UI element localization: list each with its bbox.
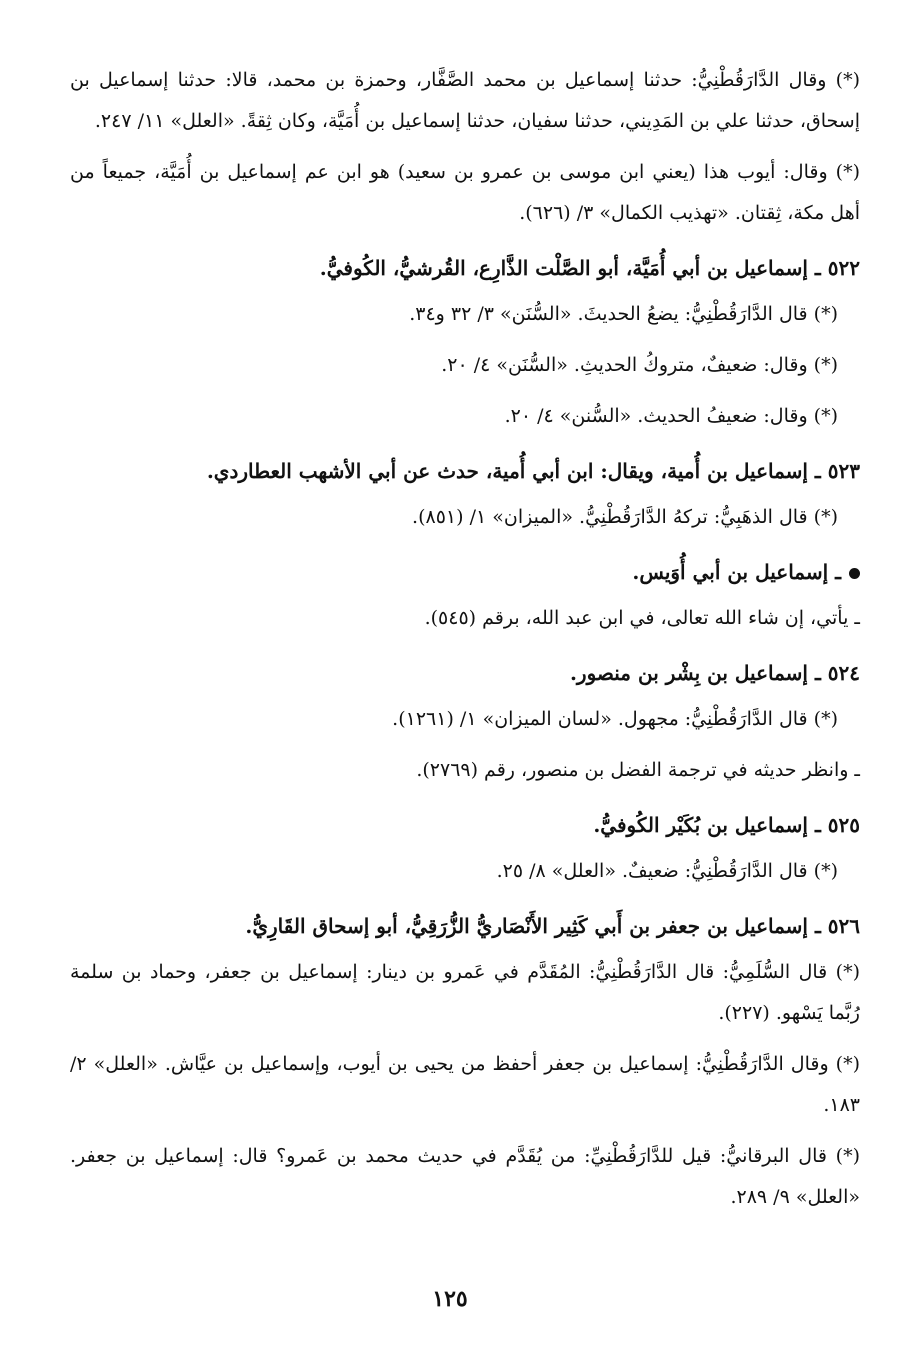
entry-heading: ٥٢٦ ـ إسماعيل بن جعفر بن أَبي كَثِير الأَنْصَاريُّ الزُّرَقِيُّ، أبو إسحاق القَارِيُّ.: [245, 914, 860, 938]
entry-heading-text: ـ إسماعيل بن أبي أُوَيس.: [632, 560, 841, 584]
paragraph: (*) وقال: ضعيفٌ، متروكُ الحديثِ. «السُّنَن» ٤/ ٢٠.: [441, 354, 838, 376]
paragraph: ـ يأتي، إن شاء الله تعالى، في ابن عبد الله، برقم (٥٤٥).: [424, 607, 860, 629]
paragraph: (*) قال البرقانيُّ: قيل للدَّارَقُطْنِيِّ: من يُقَدَّم في حديث محمد بن عَمرو؟ قال: إسماعيل بن جعفر. «العلل» ٩/ ٢٨٩.: [70, 1145, 860, 1208]
paragraph: (*) قال الذهَبِيُّ: تركهُ الدَّارَقُطْنِيُّ. «الميزان» ١/ (٨٥١).: [412, 506, 838, 528]
entry-heading: ٥٢٥ ـ إسماعيل بن بُكَيْر الكُوفيُّ.: [593, 813, 860, 837]
paragraph: (*) وقال الدَّارَقُطْنِيُّ: إسماعيل بن جعفر أحفظ من يحيى بن أيوب، وإسماعيل بن عيَّاش. «العلل» ٢/ ١٨٣.: [70, 1053, 860, 1116]
entry-heading: ٥٢٣ ـ إسماعيل بن أُمية، ويقال: ابن أبي أُمية، حدث عن أبي الأشهب العطاردي.: [206, 459, 860, 483]
page-number: ١٢٥: [432, 1286, 468, 1312]
paragraph: (*) وقال: ضعيفُ الحديث. «السُّنن» ٤/ ٢٠.: [504, 405, 838, 427]
paragraph: (*) قال الدَّارَقُطْنِيُّ: يضعُ الحديثَ. «السُّنَن» ٣/ ٣٢ و٣٤.: [409, 303, 838, 325]
paragraph: (*) قال السُّلَمِيُّ: قال الدَّارَقُطْنِيُّ: المُقَدَّم في عَمرو بن دينار: إسماعيل بن جعفر، وحماد بن سلمة رُبَّما يَسْهو. (٢٢٧).: [70, 961, 860, 1024]
paragraph: (*) قال الدَّارَقُطْنِيُّ: ضعيفٌ. «العلل» ٨/ ٢٥.: [496, 860, 838, 882]
paragraph: (*) وقال: أيوب هذا (يعني ابن موسى بن عمرو بن سعيد) هو ابن عم إسماعيل بن أُمَيَّة، جميعاً من أهل مكة، ثِقتان. «تهذيب الكمال» ٣/ (٦٢٦).: [70, 161, 860, 224]
entry-heading-bullet: [70, 552, 860, 592]
entry-heading: ٥٢٤ ـ إسماعيل بن بِشْر بن منصور.: [569, 661, 860, 685]
page-body: [70, 60, 860, 1228]
paragraph: ـ وانظر حديثه في ترجمة الفضل بن منصور، رقم (٢٧٦٩).: [416, 759, 860, 781]
paragraph: (*) قال الدَّارَقُطْنِيُّ: مجهول. «لسان الميزان» ١/ (١٢٦١).: [392, 708, 838, 730]
bullet-icon: [849, 568, 860, 579]
entry-heading: ٥٢٢ ـ إسماعيل بن أبي أُمَيَّة، أبو الصَّلْت الذَّارِع، القُرشيُّ، الكُوفيُّ.: [319, 256, 860, 280]
paragraph: (*) وقال الدَّارَقُطْنِيُّ: حدثنا إسماعيل بن محمد الصَّفَّار، وحمزة بن محمد، قالا: حدثنا إسماعيل بن إسحاق، حدثنا علي بن المَدِيني، حدثنا سفيان، حدثنا إسماعيل بن أُمَيَّة، وكان ثِقةً. «العلل» ١١/ ٢٤٧.: [70, 69, 860, 132]
